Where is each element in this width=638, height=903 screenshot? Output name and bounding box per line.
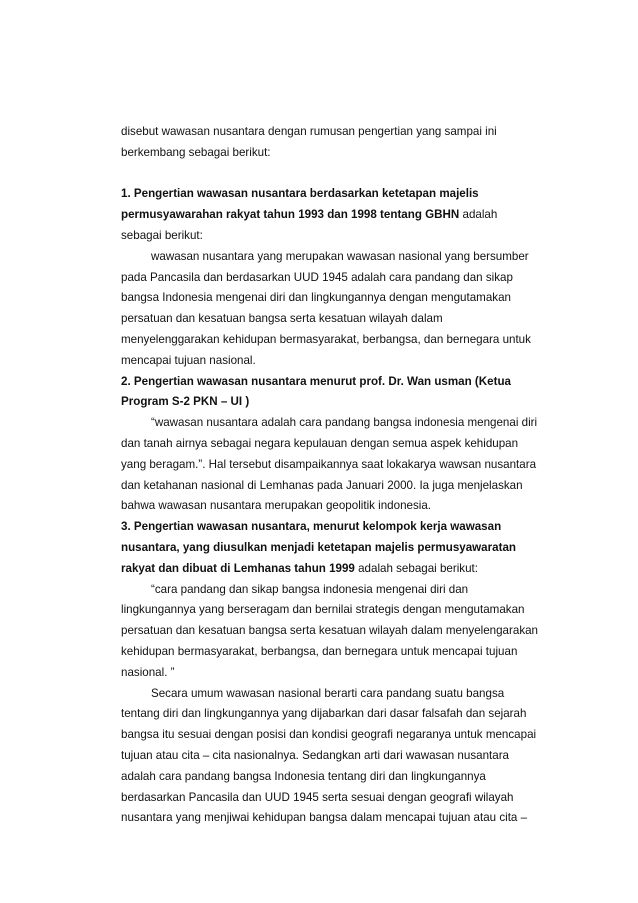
blank-line (121, 164, 561, 185)
text-line: mencapai tujuan nasional. (121, 353, 256, 367)
section-1-heading-line: 1. Pengertian wawasan nusantara berdasarkan ketetapan majelis (121, 187, 479, 201)
text-line: persatuan dan kesatuan bangsa serta kesatuan wilayah dalam (121, 312, 443, 326)
text-line: nusantara yang menjiwai kehidupan bangsa dalam mencapai tujuan atau cita – (121, 811, 528, 825)
quote-line: “cara pandang dan sikap bangsa indonesia mengenai diri dan (151, 582, 469, 596)
bold-heading-text: permusyawarahan rakyat tahun 1993 dan 1998 tentang GBHN (121, 208, 460, 222)
text-line: dan tanah airnya sebagai negara kepulauan dengan semua aspek kehidupan (121, 436, 519, 450)
text-line: adalah cara pandang bangsa Indonesia tentang diri dan lingkungannya (121, 769, 486, 783)
section-3-heading-line: 3. Pengertian wawasan nusantara, menurut kelompok kerja wawasan (121, 520, 502, 534)
text-line: lingkungannya yang berseragam dan bernilai strategis dengan mengutamakan (121, 603, 525, 617)
section-3-heading-line (121, 559, 561, 580)
text-run: adalah sebagai berikut: (354, 561, 478, 575)
text-line: disebut wawasan nusantara dengan rumusan pengertian yang sampai ini (121, 125, 497, 138)
text-line: yang beragam.”. Hal tersebut disampaikannya saat lokakarya wawsan nusantara (121, 457, 537, 471)
section-3-heading-line: nusantara, yang diusulkan menjadi ketetapan majelis permusyawaratan (121, 540, 516, 554)
text-line: tujuan atau cita – cita nasionalnya. Sedangkan arti dari wawasan nusantara (121, 748, 509, 762)
bold-heading-text: rakyat dan dibuat di Lemhanas tahun 1999 (121, 561, 355, 575)
text-line: bahwa wawasan nusantara merupakan geopolitik indonesia. (121, 499, 432, 513)
paragraph-first-line: Secara umum wawasan nasional berarti cara pandang suatu bangsa (151, 686, 505, 700)
text-line: berkembang sebagai berikut: (121, 145, 271, 159)
quote-line: “wawasan nusantara adalah cara pandang bangsa indonesia mengenai diri (151, 416, 538, 430)
text-line: berdasarkan Pancasila dan UUD 1945 serta sesuai dengan geografi wilayah (121, 790, 514, 804)
text-line: kehidupan bermasyarakat, berbangsa, dan bernegara untuk mencapai tujuan (121, 644, 518, 658)
text-line: menyelenggarakan kehidupan bermasyarakat, berbangsa, dan bernegara untuk (121, 332, 531, 346)
text-line: bangsa Indonesia mengenai diri dan lingkungannya dengan mengutamakan (121, 291, 511, 305)
text-line: nasional. ” (121, 665, 175, 679)
section-2-heading-line: Program S-2 PKN – UI ) (121, 395, 250, 409)
body-text (121, 122, 561, 829)
text-line: pada Pancasila dan berdasarkan UUD 1945 adalah cara pandang dan sikap (121, 270, 513, 284)
section-2-heading-line: 2. Pengertian wawasan nusantara menurut prof. Dr. Wan usman (Ketua (121, 374, 511, 388)
text-line: dan ketahanan nasional di Lemhanas pada Januari 2000. Ia juga menjelaskan (121, 478, 523, 492)
quote-line: wawasan nusantara yang merupakan wawasan nasional yang bersumber (151, 249, 529, 263)
text-line: persatuan dan kesatuan bangsa serta kesatuan wilayah dalam menyelengarakan (121, 624, 539, 638)
section-1-heading-line (121, 205, 561, 226)
text-line: tentang diri dan lingkungannya yang dijabarkan dari dasar falsafah dan sejarah (121, 707, 527, 721)
text-line: bangsa itu sesuai dengan posisi dan kondisi geografi negaranya untuk mencapai (121, 728, 537, 742)
text-run: adalah (459, 208, 498, 222)
text-line: sebagai berikut: (121, 228, 203, 242)
